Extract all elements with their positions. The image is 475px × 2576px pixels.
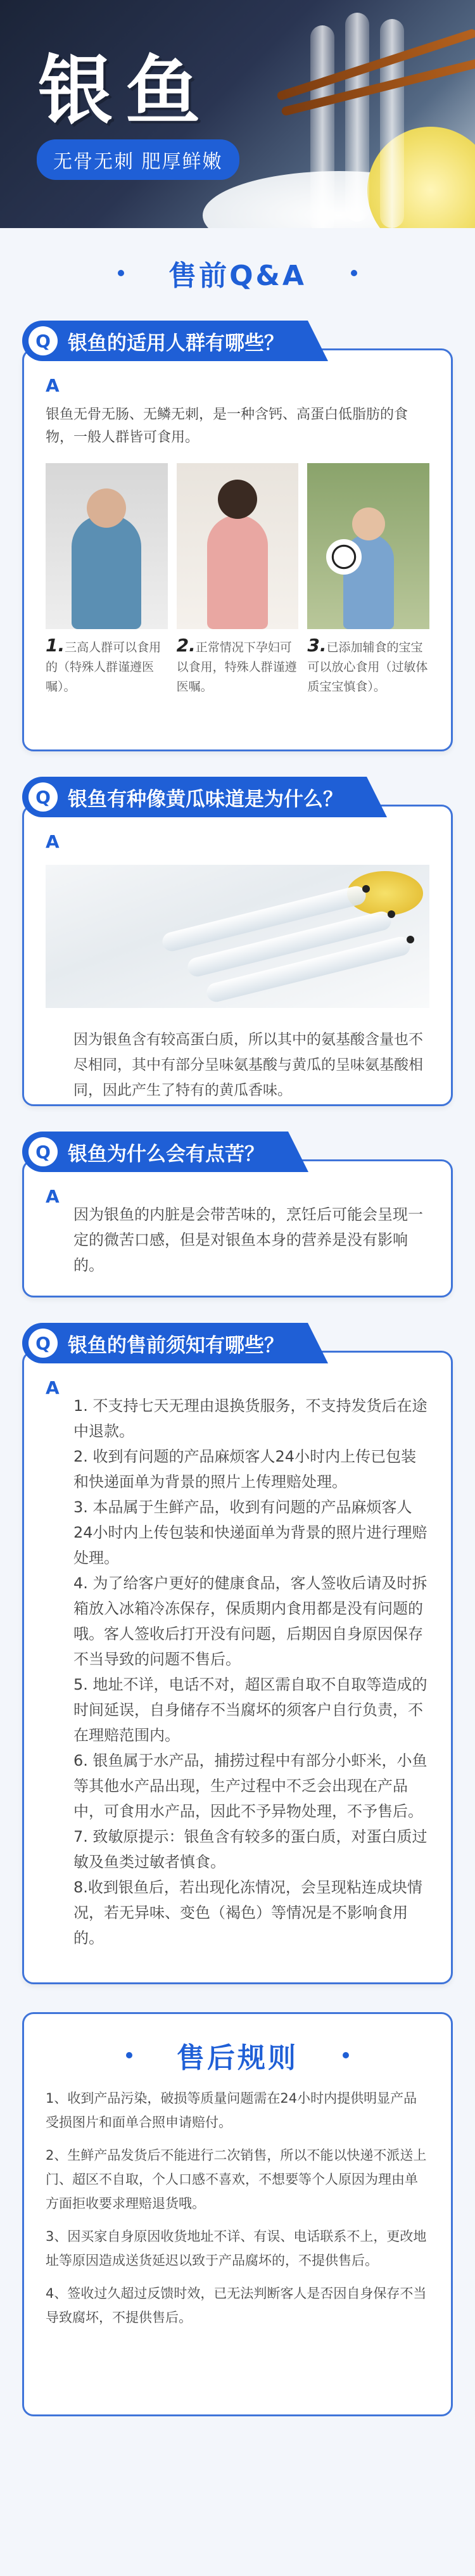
- elderly-woman-photo: [46, 463, 168, 629]
- football-icon: [326, 539, 362, 575]
- head-shape: [87, 488, 126, 528]
- pregnant-woman-photo: [177, 463, 299, 629]
- question-tab: [22, 777, 367, 817]
- q-icon: Q: [28, 1329, 58, 1358]
- silverfish-photo: [46, 865, 429, 1008]
- body-shape: [207, 515, 268, 629]
- aftersale-card: [22, 2012, 453, 2416]
- silverfish-image: [310, 25, 334, 228]
- answer-card: [22, 348, 453, 751]
- qa-block-audience: [22, 321, 453, 751]
- child-photo: [307, 463, 429, 629]
- caption-number: 1.: [46, 635, 65, 656]
- rule-item: 1、收到产品污染，破损等质量问题需在24小时内提供明显产品受损图片和面单合照申请赔付。: [46, 2091, 417, 2130]
- presale-heading: [0, 251, 475, 295]
- head-shape: [352, 507, 385, 540]
- q-icon: Q: [28, 326, 58, 355]
- person-caption: [46, 635, 168, 697]
- question-text: 银鱼的适用人群有哪些？: [68, 331, 284, 355]
- body-shape: [72, 515, 141, 629]
- hero-banner: [0, 0, 475, 228]
- a-icon: A: [46, 1186, 60, 1207]
- caption-text: 已添加辅食的宝宝可以放心食用（过敏体质宝宝慎食）。: [307, 641, 428, 694]
- answer-card: [22, 1351, 453, 1984]
- caption-number: 3.: [307, 635, 327, 656]
- rule-item: 4、签收过久超过反馈时效，已无法判断客人是否因自身保存不当导致腐坏，不提供售后。: [46, 2286, 427, 2325]
- caption-text: 三高人群可以食用的（特殊人群谨遵医嘱）。: [46, 641, 162, 694]
- question-text: 银鱼的售前须知有哪些？: [68, 1334, 284, 1357]
- silverfish-image: [345, 13, 369, 222]
- people-row: [46, 463, 429, 697]
- qa-block-cucumber-taste: [22, 777, 453, 1106]
- answer-text: 因为银鱼含有较高蛋白质，所以其中的氨基酸含量也不尽相同，其中有部分呈味氨基酸与黄瓜的呈味氨基酸相同，因此产生了特有的黄瓜香味。: [73, 1031, 423, 1099]
- question-tab: [22, 1132, 288, 1172]
- q-icon: Q: [28, 1137, 58, 1166]
- a-icon: A: [46, 831, 60, 852]
- person-caption: [307, 635, 429, 697]
- question-tab: [22, 321, 308, 361]
- qa-block-presale-notes: [22, 1323, 453, 1984]
- rule-item: 3、因买家自身原因收货地址不详、有误、电话联系不上，更改地址等原因造成送货延迟以致于产品腐坏的，不提供售后。: [46, 2229, 427, 2268]
- question-tab: [22, 1323, 308, 1363]
- hero-tagline: 无骨无刺 肥厚鲜嫩: [37, 139, 239, 180]
- dot-icon: [351, 270, 357, 276]
- fish-eye: [407, 936, 414, 943]
- person-card: [307, 463, 429, 697]
- question-text: 银鱼有种像黄瓜味道是为什么？: [68, 787, 343, 811]
- dot-icon: [126, 2052, 132, 2058]
- silverfish-image: [380, 19, 404, 228]
- aftersale-heading: [46, 2033, 429, 2077]
- head-shape: [218, 480, 257, 519]
- person-card: [177, 463, 299, 697]
- caption-number: 2.: [176, 635, 196, 656]
- answer-text: 1. 不支持七天无理由退换货服务，不支持发货后在途中退款。 2. 收到有问题的产品麻烦客人24小时内上传已包装和快递面单为背景的照片上传理赔处理。 3. 本品属于生鲜产品，收到有问题的产品麻烦客人24小时内上传包装和快递面单为背景的照片进行理赔处理。 4. 为了给客户更好的健康食品，客人签收后请及时拆箱放入冰箱冷冻保存，保质期内食用都是没有问题的哦。客人签收后打开没有问题，后期因自身原因保存不当导致的问题不售后。 5. 地址不详，电话不对，超区需自取不自取等造成的时间延误，自身储存不当腐坏的须客户自行负责，不在理赔范围内。 6. 银鱼属于水产品，捕捞过程中有部分小虾米，小鱼等其他水产品出现，生产过程中不乏会出现在产品中，可食用水产品，因此不予异物处理，不予售后。 7. 致敏原提示：银鱼含有较多的蛋白质，对蛋白质过敏及鱼类过敏者慎食。 8.收到银鱼后，若出现化冻情况，会呈现粘连成块情况，若无异味、变色（褐色）等情况是不影响食用的。: [73, 1397, 428, 1947]
- answer-card: [22, 805, 453, 1106]
- aftersale-title: 售后规则: [177, 2042, 298, 2074]
- rule-item: 2、生鲜产品发货后不能进行二次销售，所以不能以快递不派送上门、超区不自取，个人口感不喜欢，不想要等个人原因为理由单方面拒收要求理赔退货哦。: [46, 2148, 427, 2211]
- question-text: 银鱼为什么会有点苦？: [68, 1142, 264, 1166]
- dot-icon: [118, 270, 124, 276]
- fish-eye: [388, 910, 395, 918]
- q-icon: Q: [28, 782, 58, 812]
- qa-block-bitter: [22, 1132, 453, 1298]
- dot-icon: [343, 2052, 349, 2058]
- caption-text: 正常情况下孕妇可以食用，特殊人群谨遵医嘱。: [176, 641, 297, 694]
- fish-eye: [362, 885, 370, 893]
- a-icon: A: [46, 375, 60, 396]
- presale-title: 售前Q&A: [168, 260, 307, 292]
- hero-title: 银鱼: [38, 46, 213, 134]
- person-caption: [177, 635, 299, 697]
- a-icon: A: [46, 1377, 60, 1398]
- answer-text: 银鱼无骨无肠、无鳞无刺，是一种含钙、高蛋白低脂肪的食物，一般人群皆可食用。: [46, 407, 408, 445]
- answer-text: 因为银鱼的内脏是会带苦味的，烹饪后可能会呈现一定的微苦口感，但是对银鱼本身的营养是没有影响的。: [73, 1206, 423, 1274]
- answer-card: [22, 1159, 453, 1298]
- person-card: [46, 463, 168, 697]
